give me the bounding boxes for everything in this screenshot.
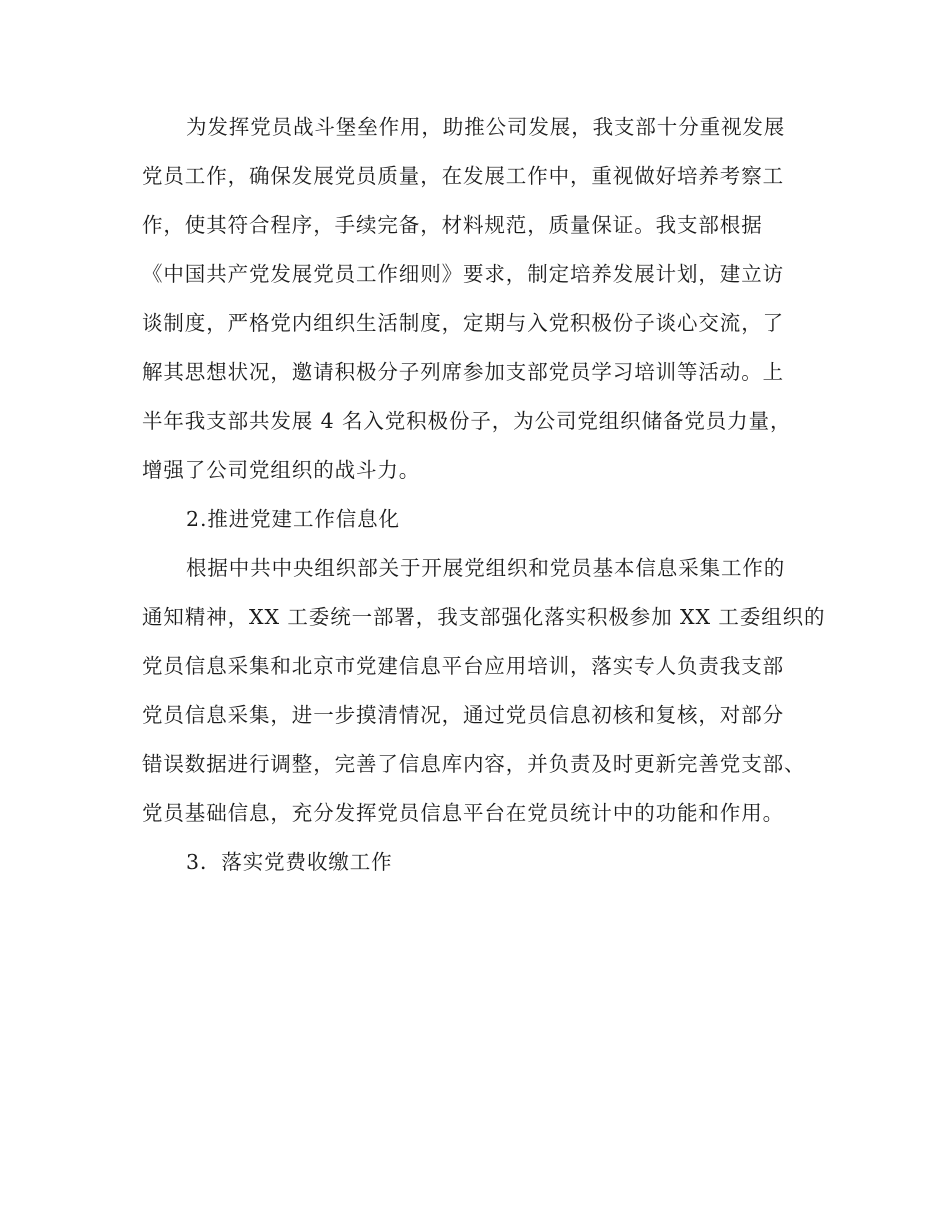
paragraph-2-line-1: 根据中共中央组织部关于开展党组织和党员基本信息采集工作的 — [186, 556, 786, 580]
paragraph-1-line-3: 作，使其符合程序，手续完备，材料规范，质量保证。我支部根据 — [142, 213, 763, 237]
paragraph-1-line-6: 解其思想状况，邀请积极分子列席参加支部党员学习培训等活动。上 — [142, 360, 784, 384]
paragraph-2-line-3: 党员信息采集和北京市党建信息平台应用培训，落实专人负责我支部 — [142, 654, 784, 678]
paragraph-1-line-4: 《中国共产党发展党员工作细则》要求，制定培养发展计划，建立访 — [142, 262, 784, 286]
paragraph-2-line-6: 党员基础信息，充分发挥党员信息平台在党员统计中的功能和作用。 — [142, 801, 784, 825]
paragraph-1-line-8: 增强了公司党组织的战斗力。 — [142, 458, 421, 482]
paragraph-2-line-4: 党员信息采集，进一步摸清情况，通过党员信息初核和复核，对部分 — [142, 703, 784, 727]
paragraph-1-line-1: 为发挥党员战斗堡垒作用，助推公司发展，我支部十分重视发展 — [186, 115, 786, 139]
paragraph-2-line-5: 错误数据进行调整，完善了信息库内容，并负责及时更新完善党支部、 — [142, 752, 806, 776]
paragraph-1-line-7: 半年我支部共发展 4 名入党积极份子，为公司党组织储备党员力量， — [142, 409, 792, 433]
paragraph-1-line-2: 党员工作，确保发展党员质量，在发展工作中，重视做好培养考察工 — [142, 164, 784, 188]
paragraph-1-line-5: 谈制度，严格党内组织生活制度，定期与入党积极份子谈心交流，了 — [142, 311, 784, 335]
section-heading-2: 2.推进党建工作信息化 — [186, 507, 400, 531]
section-heading-3: 3．落实党费收缴工作 — [186, 850, 393, 874]
paragraph-2-line-2: 通知精神，XX 工委统一部署，我支部强化落实积极参加 XX 工委组织的 — [142, 605, 826, 629]
